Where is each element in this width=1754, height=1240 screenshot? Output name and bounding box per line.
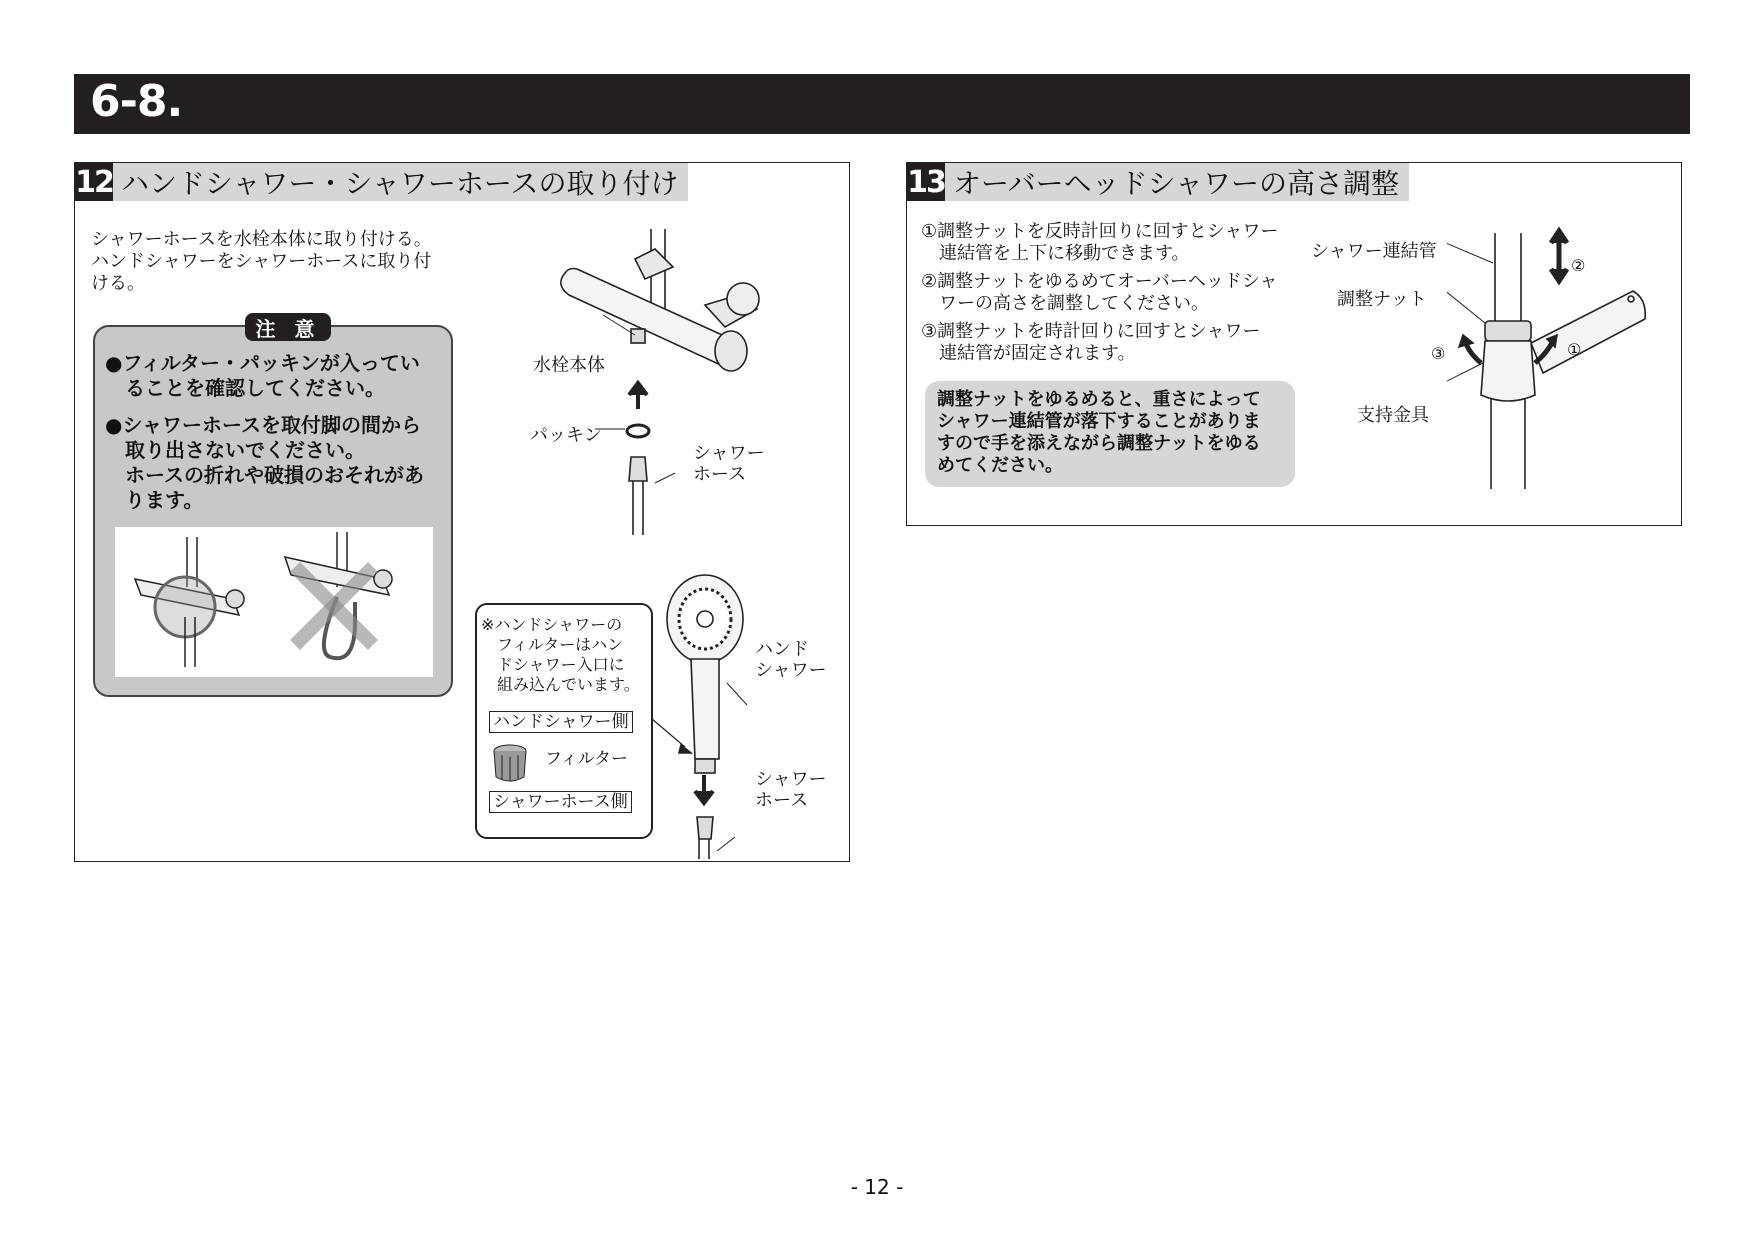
- label-shower-hose-2: シャワー ホース: [755, 769, 827, 811]
- install-instruction: シャワーホースを水栓本体に取り付ける。 ハンドシャワーをシャワーホースに取り付 ける。: [91, 229, 432, 294]
- panel-overhead-height-adjust: [906, 162, 1682, 526]
- adjust-step-3: ③調整ナットを時計回りに回すとシャワー 連結管が固定されます。: [921, 321, 1261, 364]
- section-number: 6-8.: [90, 76, 183, 127]
- label-faucet-body: 水栓本体: [533, 355, 605, 376]
- hose-routing-illustration: [115, 527, 433, 677]
- caution-box: [93, 316, 453, 697]
- label-adjust-nut: 調整ナット: [1337, 289, 1427, 310]
- label-packing: パッキン: [530, 425, 602, 446]
- panel-13-title: オーバーヘッドシャワーの高さ調整: [953, 167, 1400, 200]
- step-number-badge: 13: [907, 164, 945, 200]
- label-hand-shower: ハンド シャワー: [755, 639, 827, 681]
- page-number: - 12 -: [850, 1175, 904, 1199]
- step-number-badge: 12: [75, 164, 113, 200]
- height-adjust-illustration: [1447, 223, 1677, 503]
- label-shower-hose-1: シャワー ホース: [693, 443, 765, 485]
- label-support-bracket: 支持金具: [1357, 405, 1429, 426]
- adjust-step-1: ①調整ナットを反時計回りに回すとシャワー 連結管を上下に移動できます。: [921, 221, 1279, 264]
- label-connecting-pipe: シャワー連結管: [1311, 241, 1437, 262]
- adjust-warning-box: 調整ナットをゆるめると、重さによって シャワー連結管が落下することがありま すので手を添えながら調整ナットをゆる めてください。: [925, 381, 1295, 487]
- caution-item-filter: ●フィルター・パッキンが入ってい ることを確認してください。: [105, 351, 420, 400]
- section-header-bar: [74, 74, 1690, 134]
- mark-rotate-3: ③: [1431, 344, 1446, 363]
- label-shower-hose-side: シャワーホース側: [489, 791, 632, 813]
- label-filter: フィルター: [545, 749, 628, 769]
- filter-icon: [487, 741, 533, 787]
- panel-13-heading: [907, 163, 1409, 201]
- filter-note-text: ※ハンドシャワーの フィルターはハン ドシャワー入口に 組み込んでいます。: [481, 615, 640, 694]
- mark-move-2: ②: [1571, 256, 1586, 275]
- adjust-step-2: ②調整ナットをゆるめてオーバーヘッドシャ ワーの高さを調整してください。: [921, 271, 1278, 314]
- caution-item-hose: ●シャワーホースを取付脚の間から 取り出さないでください。 ホースの折れや破損のおそれがあ ります。: [105, 413, 424, 512]
- filter-note: [475, 603, 653, 839]
- panel-hand-shower-install: [74, 162, 850, 862]
- label-hand-shower-side: ハンドシャワー側: [489, 711, 633, 733]
- caution-tag: 注 意: [245, 313, 331, 341]
- panel-12-title: ハンドシャワー・シャワーホースの取り付け: [121, 167, 679, 200]
- caution-illustration: [115, 527, 433, 677]
- panel-12-heading: [75, 163, 688, 201]
- mark-rotate-1: ①: [1567, 340, 1582, 359]
